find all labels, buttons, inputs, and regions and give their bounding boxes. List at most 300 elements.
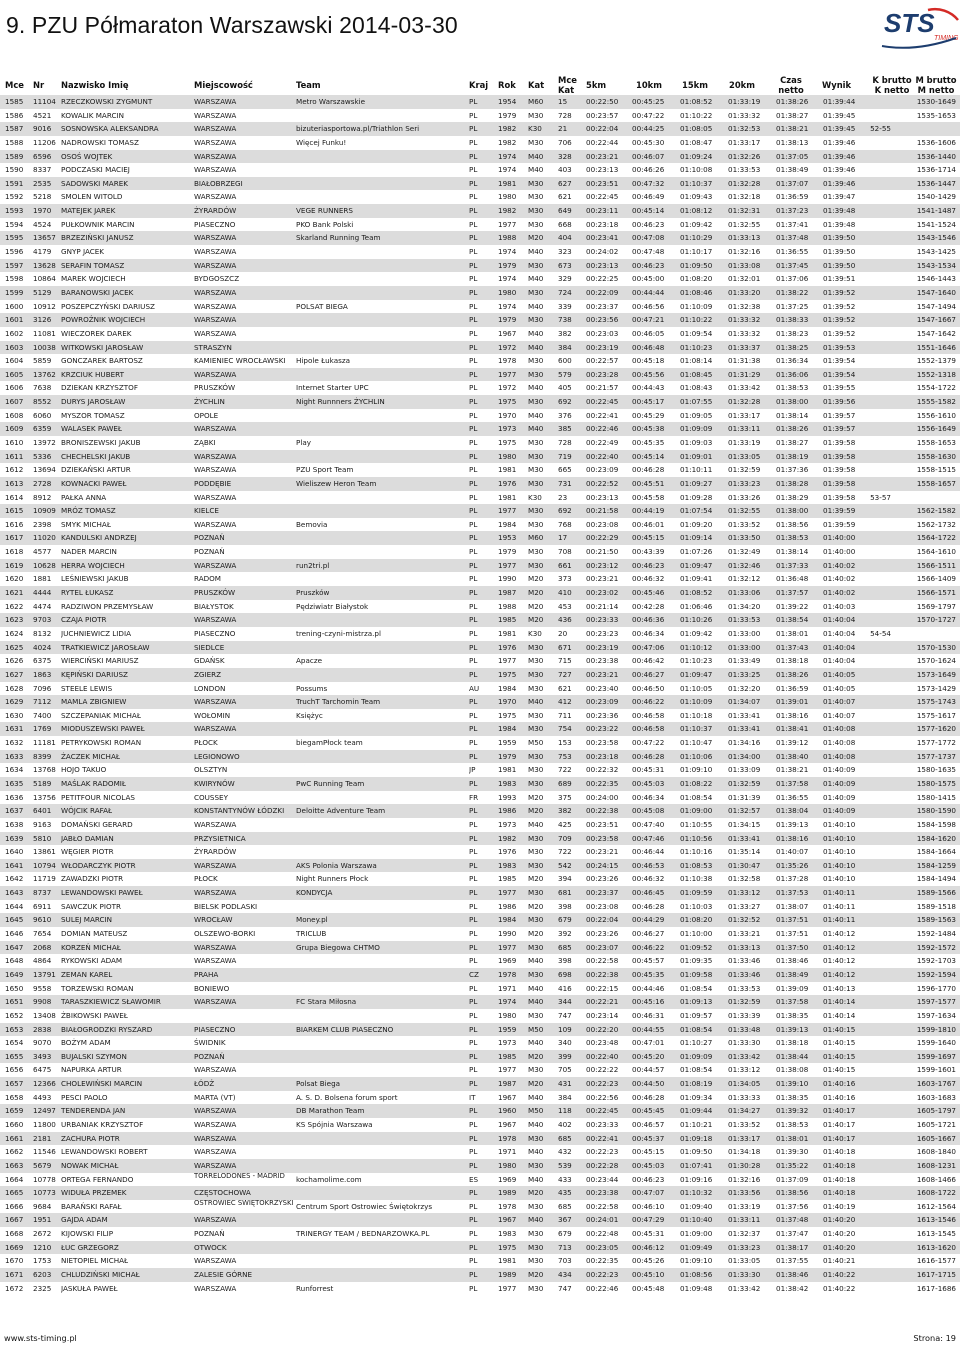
cell-rok: 1986 [498,806,517,816]
cell-rok: 1967 [498,1092,517,1102]
cell-kraj: PL [469,983,478,993]
cell-kb [855,763,891,777]
cell-mcekat: 153 [558,738,572,748]
table-row [0,504,960,518]
cell-k10: 00:46:53 [632,860,665,870]
cell-wynik: 01:40:08 [823,724,856,734]
cell-k20: 01:32:53 [728,124,761,134]
cell-mb: 1530-1649 [916,97,956,106]
cell-k15: 01:10:23 [680,656,713,666]
cell-name: MAREK WOJCIECH [61,274,126,284]
cell-city: SIEDLCE [194,642,225,652]
cell-k20: 01:35:14 [728,847,761,857]
cell-k5: 00:24:15 [586,860,619,870]
cell-k20: 01:33:19 [728,1201,761,1211]
cell-nr: 10778 [33,1174,56,1184]
cell-k20: 01:33:56 [728,1188,761,1198]
header-k10-line: 10km [636,80,662,90]
cell-mcekat: 689 [558,779,572,788]
cell-k10: 00:47:07 [632,1188,665,1198]
cell-name: PETRYKOWSKI ROMAN [61,738,142,748]
table-row [0,136,960,150]
cell-kat: M30 [528,888,544,898]
cell-mcekat: 713 [558,1242,572,1252]
cell-czas: 01:37:05 [776,151,809,161]
cell-k15: 01:09:27 [680,478,713,488]
cell-kat: M40 [528,697,544,707]
cell-czas: 01:37:47 [776,1229,809,1239]
cell-k10: 00:44:43 [632,383,665,393]
cell-nr: 9016 [33,124,52,134]
cell-mce: 1637 [5,806,24,816]
cell-mce: 1664 [5,1174,24,1184]
cell-mb: 1599-1697 [916,1051,956,1061]
cell-mb: 1608-1231 [916,1160,956,1170]
cell-mb: 1546-1443 [916,274,956,284]
cell-mce: 1655 [5,1051,24,1061]
cell-k5: 00:23:18 [586,751,619,761]
cell-czas: 01:36:55 [776,247,809,257]
cell-city: OTWOCK [194,1242,227,1252]
cell-k5: 00:23:05 [586,1242,619,1252]
cell-team [296,845,466,859]
cell-kb [855,600,891,614]
cell-nr: 4524 [33,219,52,229]
cell-k15: 01:09:03 [680,438,713,447]
cell-mce: 1644 [5,901,24,911]
cell-czas: 01:38:14 [776,547,809,557]
cell-team [296,491,466,505]
cell-kat: M40 [528,1092,544,1102]
table-row [0,1023,960,1037]
cell-nr: 11020 [33,533,56,543]
cell-czas: 01:36:55 [776,792,809,802]
cell-k20: 01:34:15 [728,819,761,829]
cell-kraj: PL [469,833,478,843]
cell-kraj: PL [469,233,478,243]
cell-name: TRATKIEWICZ JAROSŁAW [61,642,150,652]
cell-mce: 1605 [5,369,24,379]
cell-mb: 1558-1657 [916,478,956,488]
header-k15-line: 15km [682,80,708,90]
cell-city: KIELCE [194,506,219,516]
cell-czas: 01:38:23 [776,328,809,338]
cell-team [296,968,466,982]
header-kb [872,75,912,95]
cell-k20: 01:32:58 [728,874,761,884]
cell-k5: 00:23:37 [586,888,619,898]
cell-czas: 01:38:16 [776,710,809,720]
cell-kat: M30 [528,519,544,529]
cell-k20: 01:33:42 [728,1283,761,1293]
cell-name: GNYP JACEK [61,247,105,257]
cell-wynik: 01:40:15 [823,1051,856,1061]
cell-k10: 00:46:34 [632,792,665,802]
cell-mce: 1601 [5,315,24,325]
cell-k10: 00:46:26 [632,165,665,175]
cell-rok: 1984 [498,724,517,734]
cell-czas: 01:38:13 [776,137,809,147]
cell-mb: 1605-1797 [916,1106,956,1116]
cell-czas: 01:35:26 [776,860,809,870]
cell-k10: 00:45:14 [632,206,665,216]
cell-kb [855,1063,891,1077]
cell-name: TARASZKIEWICZ SŁAWOMIR [61,997,161,1007]
cell-team [296,313,466,327]
cell-mce: 1633 [5,751,24,761]
cell-k5: 00:23:56 [586,315,619,325]
cell-czas: 01:38:44 [776,1051,809,1061]
cell-k10: 00:47:01 [632,1038,665,1048]
cell-k10: 00:46:01 [632,519,665,529]
cell-mce: 1660 [5,1120,24,1129]
cell-city: WARSZAWA [194,956,237,966]
cell-kraj: PL [469,738,478,748]
cell-k20: 01:33:13 [728,233,761,243]
cell-city: OLSZEWO-BORKI [194,929,256,939]
header-kraj-line: Kraj [469,80,489,90]
cell-nr: 1863 [33,669,52,679]
cell-k10: 00:46:28 [632,1092,665,1102]
cell-kat: M30 [528,178,544,188]
table-row [0,409,960,423]
header-czas-line: netto [778,85,804,95]
cell-kb [855,886,891,900]
cell-city: WARSZAWA [194,1147,237,1157]
cell-mce: 1641 [5,860,24,870]
cell-rok: 1988 [498,601,517,611]
cell-k20: 01:32:46 [728,560,761,570]
cell-k20: 01:33:20 [728,287,761,297]
cell-nr: 11104 [33,97,56,106]
cell-k15: 01:09:49 [680,1242,713,1252]
cell-k15: 01:10:22 [680,315,713,325]
cell-mce: 1653 [5,1024,24,1034]
cell-k10: 00:45:10 [632,1270,665,1280]
cell-nr: 6401 [33,806,52,816]
cell-k10: 00:46:57 [632,1120,665,1129]
cell-kat: M30 [528,969,544,979]
cell-team [296,750,466,764]
cell-mce: 1668 [5,1229,24,1239]
cell-k15: 01:08:19 [680,1079,713,1089]
cell-name: SZCZEPANIAK MICHAŁ [61,710,141,720]
cell-k5: 00:23:13 [586,165,619,175]
cell-kb [855,641,891,655]
cell-mcekat: 373 [558,574,572,584]
cell-k5: 00:23:33 [586,1120,619,1129]
cell-name: POWROŹNIK WOJCIECH [61,315,146,325]
cell-mb: 1589-1563 [916,915,956,925]
header-kat-line: Kat [528,80,545,90]
cell-kb [855,1159,891,1173]
cell-mb: 1599-1601 [916,1065,956,1075]
cell-nr: 5810 [33,833,52,843]
cell-k5: 00:22:28 [586,1160,619,1170]
cell-mcekat: 402 [558,1120,572,1129]
cell-team [296,791,466,805]
cell-kb [855,709,891,723]
cell-k5: 00:23:26 [586,874,619,884]
cell-k10: 00:45:46 [632,588,665,598]
cell-rok: 1974 [498,997,517,1007]
cell-rok: 1971 [498,1147,517,1157]
cell-mce: 1657 [5,1079,24,1089]
cell-mcekat: 431 [558,1079,572,1089]
cell-rok: 1987 [498,588,517,598]
cell-wynik: 01:40:20 [823,1229,856,1239]
cell-mcekat: 768 [558,519,572,529]
cell-k20: 01:33:17 [728,1133,761,1143]
cell-city: BIAŁOBRZEGI [194,178,243,188]
cell-k20: 01:33:48 [728,1024,761,1034]
cell-k20: 01:33:50 [728,533,761,543]
cell-kb [855,900,891,914]
cell-nr: 13657 [33,233,56,243]
cell-k10: 00:47:48 [632,247,665,257]
cell-wynik: 01:40:10 [823,833,856,843]
cell-nr: 4024 [33,642,52,652]
cell-rok: 1972 [498,383,517,393]
cell-wynik: 01:39:58 [823,465,856,475]
cell-nr: 5679 [33,1160,52,1170]
table-row [0,682,960,696]
cell-k10: 00:46:31 [632,1010,665,1020]
cell-nr: 8399 [33,751,52,761]
cell-k5: 00:22:25 [586,274,619,284]
cell-city: WARSZAWA [194,165,237,175]
cell-k10: 00:47:40 [632,819,665,829]
cell-wynik: 01:40:18 [823,1160,856,1170]
cell-czas: 01:38:22 [776,287,809,297]
cell-k15: 01:09:05 [680,410,713,420]
cell-czas: 01:38:49 [776,165,809,175]
cell-mcekat: 412 [558,697,572,707]
cell-kb [855,695,891,709]
table-row [0,259,960,273]
cell-rok: 1977 [498,1283,517,1293]
logo-text: STS [884,8,935,38]
cell-name: WIERCIŃSKI MARIUSZ [61,656,139,666]
cell-k20: 01:31:29 [728,369,761,379]
cell-city: STRASZYN [194,342,232,352]
cell-team [296,818,466,832]
cell-czas: 01:38:42 [776,1283,809,1293]
cell-city: WARSZAWA [194,424,237,434]
cell-mce: 1632 [5,738,24,748]
cell-team [296,1132,466,1146]
cell-czas: 01:36:59 [776,192,809,202]
cell-wynik: 01:40:09 [823,779,856,788]
header-czas [776,75,806,95]
header-mcekat-line: Kat [558,85,575,95]
cell-czas: 01:38:00 [776,397,809,407]
table-row [0,1159,960,1173]
cell-kb [855,1254,891,1268]
cell-mce: 1647 [5,942,24,952]
cell-k5: 00:23:18 [586,219,619,229]
header-mce-line: Mce [5,80,24,90]
cell-k10: 00:44:29 [632,915,665,925]
cell-wynik: 01:40:12 [823,956,856,966]
cell-city: WARSZAWA [194,369,237,379]
table-row [0,886,960,900]
table-row [0,1091,960,1105]
cell-mcekat: 410 [558,588,572,598]
cell-mb: 1584-1494 [916,874,956,884]
cell-czas: 01:39:22 [776,601,809,611]
table-row [0,477,960,491]
cell-city: RADOM [194,574,222,584]
cell-name: LEWANDOWSKI ROBERT [61,1147,148,1157]
cell-rok: 1974 [498,247,517,257]
cell-kb [855,954,891,968]
header-k5-line: 5km [586,80,607,90]
header-nr-line: Nr [33,80,45,90]
cell-k10: 00:46:44 [632,847,665,857]
cell-k20: 01:33:25 [728,669,761,679]
cell-kraj: PL [469,1242,478,1252]
cell-k15: 01:09:57 [680,1010,713,1020]
cell-k20: 01:33:00 [728,642,761,652]
cell-team [296,545,466,559]
header-name [61,80,161,90]
cell-k15: 01:07:54 [680,506,713,516]
cell-k10: 00:46:48 [632,342,665,352]
cell-nr: 1753 [33,1256,52,1266]
cell-name: WĘGIER PIOTR [61,847,114,857]
cell-kraj: PL [469,260,478,270]
cell-k15: 01:10:55 [680,819,713,829]
cell-nr: 13694 [33,465,56,475]
cell-kb [855,1268,891,1282]
table-row [0,218,960,232]
cell-kat: M30 [528,751,544,761]
cell-nr: 8552 [33,397,52,407]
cell-name: KIJOWSKI FILIP [61,1229,114,1239]
cell-name: BRZEZIŃSKI JANUSZ [61,233,134,243]
cell-wynik: 01:40:15 [823,1038,856,1048]
cell-city: WARSZAWA [194,192,237,202]
table-row [0,641,960,655]
cell-name: KANDULSKI ANDRZEJ [61,533,137,543]
cell-name: KOWALIK MARCIN [61,110,124,120]
cell-k15: 01:09:01 [680,451,713,461]
cell-team [296,1268,466,1282]
table-row [0,736,960,750]
cell-kraj: PL [469,656,478,666]
cell-city: WARSZAWA [194,97,237,106]
cell-team: Runforrest [296,1283,334,1293]
cell-kraj: PL [469,247,478,257]
cell-k10: 00:45:26 [632,1256,665,1266]
cell-team [296,832,466,846]
cell-team: Grupa Biegowa CHTMO [296,942,380,952]
cell-kraj: PL [469,451,478,461]
cell-city: WARSZAWA [194,697,237,707]
cell-mce: 1617 [5,533,24,543]
cell-kat: M50 [528,1024,544,1034]
cell-city: WARSZAWA [194,465,237,475]
cell-mb: 1592-1703 [916,956,956,966]
cell-k5: 00:23:21 [586,669,619,679]
table-row [0,341,960,355]
cell-team [296,245,466,259]
cell-kb [855,941,891,955]
cell-czas: 01:38:35 [776,1092,809,1102]
cell-kat: M30 [528,438,544,447]
cell-czas: 01:38:56 [776,519,809,529]
cell-kraj: PL [469,274,478,284]
cell-city: PŁOCK [194,738,218,748]
cell-kb [855,668,891,682]
cell-nr: 6475 [33,1065,52,1075]
cell-kat: M40 [528,983,544,993]
cell-wynik: 01:40:19 [823,1201,856,1211]
cell-kb [855,613,891,627]
cell-k5: 00:23:11 [586,206,619,216]
cell-czas: 01:38:04 [776,806,809,816]
cell-k5: 00:23:36 [586,710,619,720]
cell-city: WARSZAWA [194,724,237,734]
cell-kraj: PL [469,438,478,447]
cell-nr: 6359 [33,424,52,434]
cell-team: trening-czyni-mistrza.pl [296,628,381,638]
table-row [0,1036,960,1050]
cell-k5: 00:23:48 [586,1038,619,1048]
cell-mcekat: 731 [558,478,572,488]
cell-k10: 00:45:56 [632,369,665,379]
cell-city: MARTA (VT) [194,1092,236,1102]
cell-czas: 01:39:12 [776,738,809,748]
cell-wynik: 01:39:54 [823,369,856,379]
cell-kb [855,545,891,559]
cell-mb: 1596-1770 [916,983,956,993]
cell-kat: M30 [528,560,544,570]
cell-kraj: PL [469,628,478,638]
cell-mcekat: 665 [558,465,572,475]
cell-mb: 1536-1447 [916,178,956,188]
cell-k5: 00:23:38 [586,1188,619,1198]
cell-name: SMYK MICHAŁ [61,519,111,529]
cell-k5: 00:24:01 [586,1215,619,1225]
cell-team [296,286,466,300]
cell-mce: 1595 [5,233,24,243]
cell-wynik: 01:39:45 [823,110,856,120]
cell-k10: 00:46:27 [632,669,665,679]
cell-mb: 1599-1640 [916,1038,956,1048]
cell-kb [855,982,891,996]
cell-k20: 01:33:23 [728,1242,761,1252]
cell-mce: 1614 [5,492,24,502]
cell-name: CHLUDZIŃSKI MICHAŁ [61,1270,140,1280]
cell-k5: 00:22:40 [586,451,619,461]
cell-k20: 01:34:18 [728,1147,761,1157]
cell-mce: 1586 [5,110,24,120]
cell-mcekat: 398 [558,956,572,966]
cell-city: WARSZAWA [194,615,237,625]
cell-k15: 01:09:20 [680,519,713,529]
cell-rok: 1975 [498,438,517,447]
cell-city: OLSZTYN [194,765,228,775]
cell-kb [855,791,891,805]
cell-k10: 00:46:32 [632,874,665,884]
cell-czas: 01:38:53 [776,383,809,393]
cell-mce: 1627 [5,669,24,679]
cell-mce: 1592 [5,192,24,202]
cell-nr: 12497 [33,1106,56,1116]
cell-city: GDAŃSK [194,656,225,666]
